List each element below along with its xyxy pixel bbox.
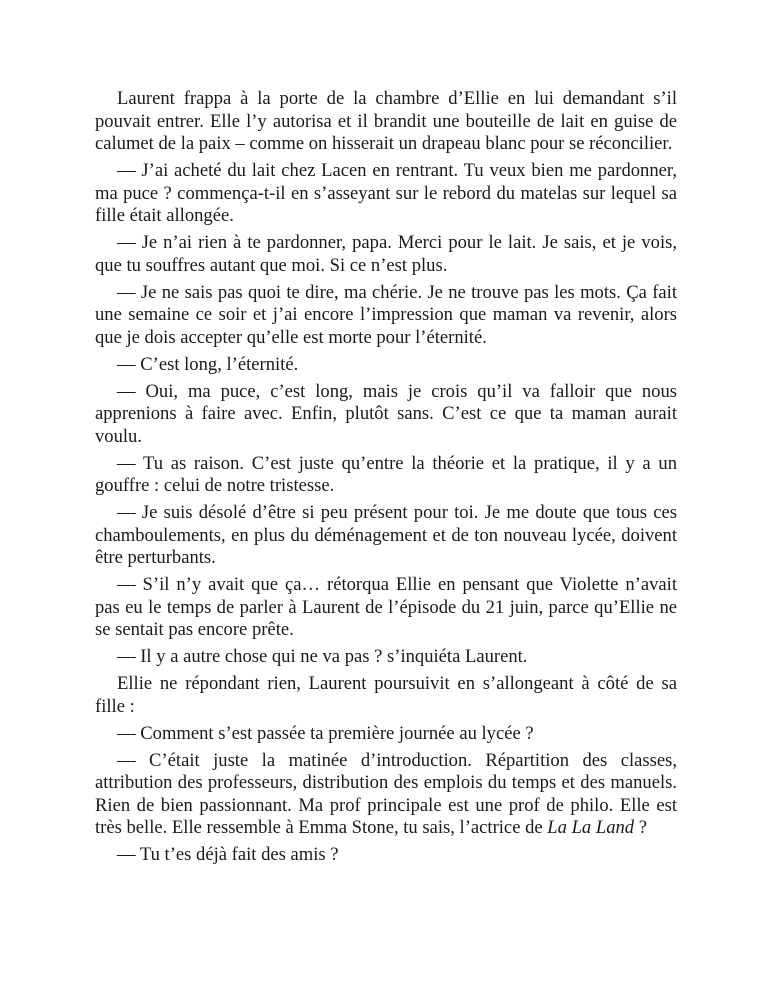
paragraph-2: — J’ai acheté du lait chez Lacen en rentrant. Tu veux bien me pardonner, ma puce ? commença-t-il en s’asseyant sur le rebord du matelas sur lequel sa fille était allongée. (95, 160, 677, 226)
paragraph-5: — C’est long, l’éternité. (117, 353, 299, 375)
paragraph-1: Laurent frappa à la porte de la chambre d’Ellie en lui demandant s’il pouvait entrer. Elle l’y autorisa et il brandit une bouteille de lait en guise de calumet de la paix – comme on hisserait un drapeau blanc pour se réconcilier. (95, 88, 677, 154)
paragraph-3: — Je n’ai rien à te pardonner, papa. Merci pour le lait. Je sais, et je vois, que tu souffres autant que moi. Si ce n’est plus. (95, 232, 677, 276)
paragraph-8: — Je suis désolé d’être si peu présent pour toi. Je me doute que tous ces chamboulements, en plus du déménagement et de ton nouveau lycée, doivent être perturbants. (95, 502, 677, 568)
paragraph-9: — S’il n’y avait que ça… rétorqua Ellie en pensant que Violette n’avait pas eu le temps de parler à Laurent de l’épisode du 21 juin, parce qu’Ellie ne se sentait pas encore prête. (95, 574, 677, 640)
paragraph-7: — Tu as raison. C’est juste qu’entre la théorie et la pratique, il y a un gouffre : celui de notre tristesse. (95, 452, 677, 496)
paragraph-14: — Tu t’es déjà fait des amis ? (117, 844, 339, 865)
paragraph-13 (95, 750, 677, 840)
paragraph-13-text: — C’était juste la matinée d’introduction. Répartition des classes, attribution des professeurs, distribution des emplois du temps et des manuels. Rien de bien passionnant. Ma prof principale est une prof de philo. Elle est très belle. Elle ressemble à Emma Stone, tu sais, l’actrice de (95, 749, 677, 838)
paragraph-13-tail: ? (634, 817, 648, 838)
paragraph-4: — Je ne sais pas quoi te dire, ma chérie. Je ne trouve pas les mots. Ça fait une semaine ce soir et j’ai encore l’impression que maman va revenir, alors que je dois accepter qu’elle est morte pour l’éternité. (95, 281, 677, 348)
paragraph-6: — Oui, ma puce, c’est long, mais je crois qu’il va falloir que nous apprenions à faire avec. Enfin, plutôt sans. C’est ce que ta maman aurait voulu. (95, 380, 677, 447)
book-page (95, 88, 677, 871)
paragraph-11: Ellie ne répondant rien, Laurent poursuivit en s’allongeant à côté de sa fille : (95, 673, 677, 717)
paragraph-12: — Comment s’est passée ta première journée au lycée ? (117, 722, 534, 744)
film-title: La La Land (547, 817, 635, 838)
paragraph-10: — Il y a autre chose qui ne va pas ? s’inquiéta Laurent. (117, 646, 528, 667)
